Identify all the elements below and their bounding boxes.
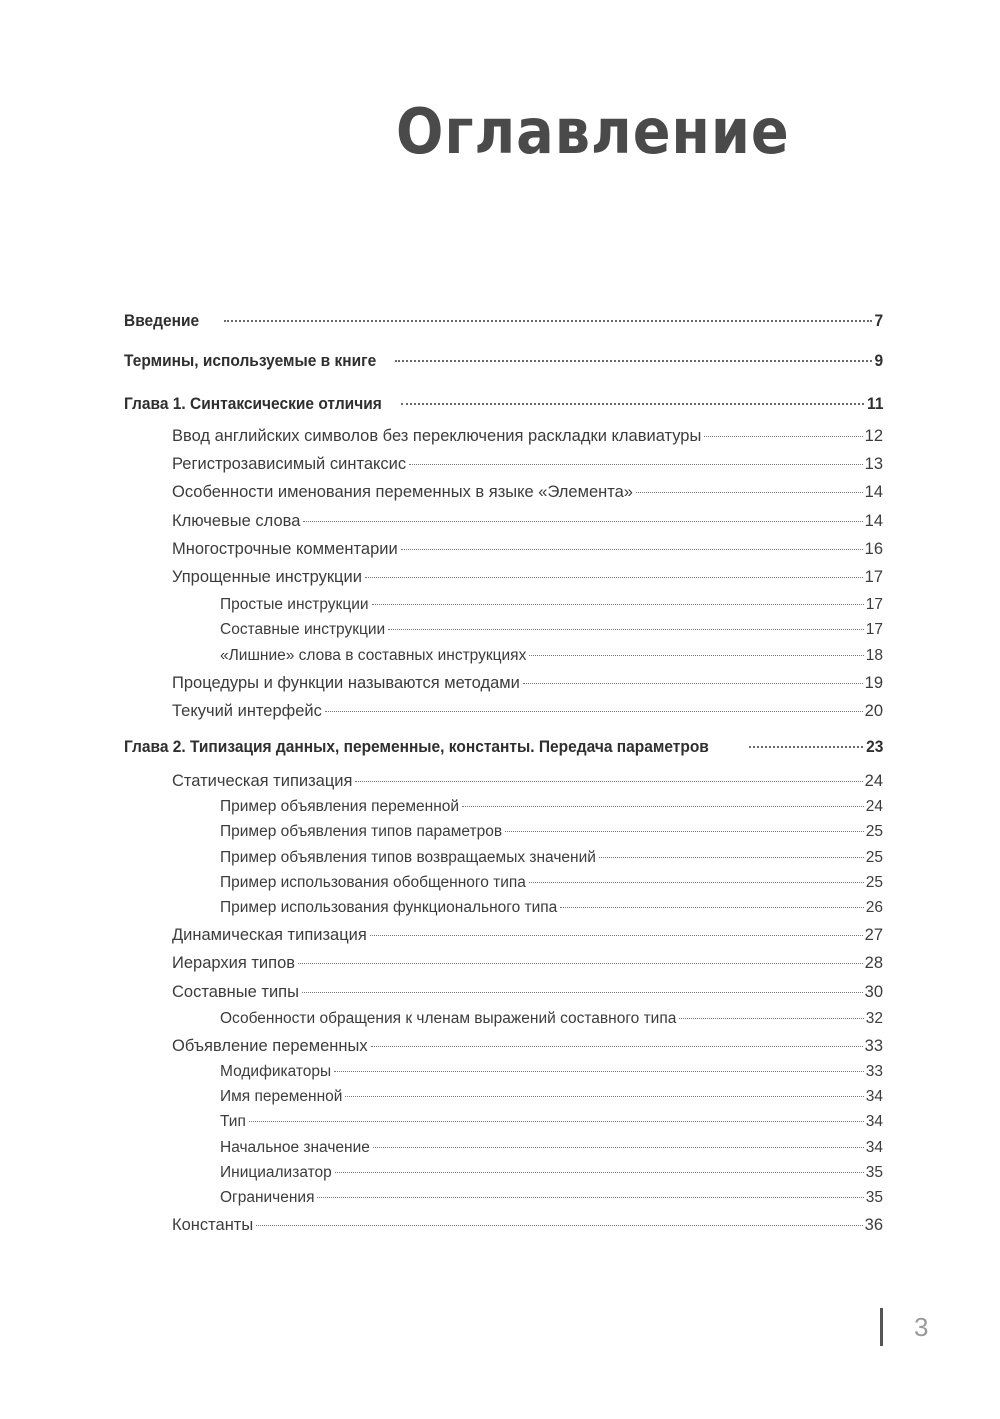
toc-entry[interactable] — [172, 538, 883, 560]
toc-entry-page: 33 — [864, 1037, 883, 1055]
toc-entry-page: 23 — [865, 738, 883, 756]
toc-entry-page: 26 — [865, 899, 883, 916]
toc-entry-page: 25 — [865, 823, 883, 840]
toc-entry-page: 32 — [865, 1010, 883, 1027]
dot-leader — [334, 1071, 864, 1072]
dot-leader — [529, 882, 864, 883]
toc-subentry[interactable] — [220, 872, 883, 894]
toc-entry-page: 9 — [874, 352, 883, 370]
toc-entry-label: Многострочные комментарии — [172, 540, 398, 558]
dot-leader — [388, 629, 864, 630]
dot-leader — [256, 1225, 862, 1226]
toc-entry-label: Термины, используемые в книге — [124, 352, 377, 370]
toc-entry-label: Глава 1. Синтаксические отличия — [124, 395, 382, 413]
page-number-divider — [880, 1308, 883, 1346]
toc-entry-page: 24 — [865, 798, 883, 815]
toc-subentry[interactable] — [220, 796, 883, 818]
toc-entry-page: 25 — [865, 874, 883, 891]
toc-entry-page: 18 — [865, 647, 883, 664]
toc-subentry[interactable] — [220, 594, 883, 616]
toc-entry-label: Модификаторы — [220, 1063, 332, 1080]
dot-leader — [371, 1046, 863, 1047]
dot-leader — [365, 577, 863, 578]
toc-entry-page: 34 — [865, 1113, 883, 1130]
toc-entry-page: 13 — [864, 455, 883, 473]
dot-leader — [317, 1197, 863, 1198]
dot-leader — [401, 403, 863, 405]
dot-leader — [345, 1096, 863, 1097]
toc-subentry[interactable] — [220, 1137, 883, 1159]
dot-leader — [325, 711, 863, 712]
toc-subentry[interactable] — [220, 821, 883, 843]
toc-entry-page: 7 — [874, 312, 883, 330]
toc-entry-page: 17 — [865, 621, 883, 638]
toc-entry-label: Составные типы — [172, 983, 299, 1001]
toc-subentry[interactable] — [220, 1162, 883, 1184]
toc-entry[interactable] — [172, 425, 883, 447]
dot-leader — [636, 492, 863, 493]
toc-entry[interactable] — [172, 981, 883, 1003]
toc-entry-label: Особенности именования переменных в языке «Элемента» — [172, 483, 633, 501]
toc-entry[interactable] — [172, 481, 883, 503]
toc-entry[interactable] — [172, 672, 883, 694]
toc-entry-page: 28 — [864, 954, 883, 972]
toc-entry-label: Ввод английских символов без переключения раскладки клавиатуры — [172, 427, 702, 445]
toc-subentry[interactable] — [220, 645, 883, 667]
toc-entry-label: Начальное значение — [220, 1139, 370, 1156]
toc-subentry[interactable] — [220, 1111, 883, 1133]
toc-entry-label: Упрощенные инструкции — [172, 568, 362, 586]
toc-entry-page: 35 — [865, 1164, 883, 1181]
dot-leader — [298, 963, 863, 964]
toc-subentry[interactable] — [220, 1061, 883, 1083]
toc-entry[interactable] — [172, 510, 883, 532]
dot-leader — [355, 781, 862, 782]
dot-leader — [409, 464, 863, 465]
toc-entry-page: 34 — [865, 1139, 883, 1156]
toc-entry-label: Иерархия типов — [172, 954, 296, 972]
dot-leader — [395, 360, 871, 362]
toc-entry-page: 27 — [864, 926, 883, 944]
toc-entry-page: 16 — [864, 540, 883, 558]
toc-entry-page: 14 — [864, 483, 883, 501]
toc-entry-page: 24 — [864, 772, 883, 790]
toc-entry-label: Статическая типизация — [172, 772, 353, 790]
toc-subentry[interactable] — [220, 847, 883, 869]
page-number-block — [880, 1306, 940, 1346]
toc-entry-label: Ключевые слова — [172, 512, 301, 530]
dot-leader — [372, 604, 864, 605]
toc-entry-label: Объявление переменных — [172, 1037, 368, 1055]
dot-leader — [505, 831, 864, 832]
toc-entry[interactable] — [172, 700, 883, 722]
toc-entry-page: 35 — [865, 1189, 883, 1206]
toc-entry-label: «Лишние» слова в составных инструкциях — [220, 647, 527, 664]
toc-entry-page: 30 — [864, 983, 883, 1001]
toc-entry-page: 12 — [864, 427, 883, 445]
toc-entry-label: Пример объявления типов возвращаемых значений — [220, 849, 596, 866]
toc-subentry[interactable] — [220, 1086, 883, 1108]
toc-entry-page: 34 — [865, 1088, 883, 1105]
toc-entry[interactable] — [172, 952, 883, 974]
toc-entry-label: Ограничения — [220, 1189, 315, 1206]
dot-leader — [560, 907, 863, 908]
dot-leader — [679, 1018, 863, 1019]
toc-subentry[interactable] — [220, 897, 883, 919]
toc-entry-label: Составные инструкции — [220, 621, 386, 638]
dot-leader — [599, 857, 864, 858]
toc-entry[interactable] — [172, 1035, 883, 1057]
toc-entry[interactable] — [172, 453, 883, 475]
dot-leader — [370, 935, 863, 936]
dot-leader — [373, 1147, 864, 1148]
toc-subentry[interactable] — [220, 619, 883, 641]
dot-leader — [401, 549, 863, 550]
toc-entry-label: Константы — [172, 1216, 254, 1234]
toc-entry-page: 14 — [864, 512, 883, 530]
toc-entry[interactable] — [172, 1214, 883, 1236]
toc-entry-page: 11 — [866, 395, 883, 413]
toc-entry-page: 17 — [864, 568, 883, 586]
toc-entry-page: 19 — [864, 674, 883, 692]
toc-entry-page: 17 — [865, 596, 883, 613]
toc-entry-label: Процедуры и функции называются методами — [172, 674, 520, 692]
dot-leader — [335, 1172, 864, 1173]
toc-entry-page: 36 — [864, 1216, 883, 1234]
toc-entry-label: Глава 2. Типизация данных, переменные, константы. Передача параметров — [124, 738, 709, 756]
toc-entry-label: Инициализатор — [220, 1164, 332, 1181]
toc-entry-page: 33 — [865, 1063, 883, 1080]
toc-entry-label: Регистрозависимый синтаксис — [172, 455, 407, 473]
toc-entry-page: 25 — [865, 849, 883, 866]
dot-leader — [529, 655, 863, 656]
toc-entry-label: Простые инструкции — [220, 596, 369, 613]
toc-entry-introduction[interactable] — [124, 310, 883, 332]
toc-entry-label: Особенности обращения к членам выражений составного типа — [220, 1010, 677, 1027]
toc-entry-label: Пример объявления переменной — [220, 798, 460, 815]
toc-entry-label: Имя переменной — [220, 1088, 343, 1105]
dot-leader — [462, 806, 864, 807]
dot-leader — [249, 1121, 864, 1122]
toc-entry[interactable] — [172, 566, 883, 588]
toc-subentry[interactable] — [220, 1008, 883, 1030]
toc-entry-terms[interactable] — [124, 350, 883, 372]
dot-leader — [704, 436, 862, 437]
dot-leader — [523, 683, 863, 684]
toc-entry-label: Динамическая типизация — [172, 926, 367, 944]
dot-leader — [302, 992, 863, 993]
toc-entry[interactable] — [172, 770, 883, 792]
toc-entry-label: Пример объявления типов параметров — [220, 823, 503, 840]
toc-entry-page: 20 — [864, 702, 883, 720]
toc-entry-chapter-1[interactable] — [124, 393, 883, 415]
toc-entry-label: Введение — [124, 312, 200, 330]
toc-entry-label: Тип — [220, 1113, 246, 1130]
toc-entry-label: Текучий интерфейс — [172, 702, 322, 720]
toc-subentry[interactable] — [220, 1187, 883, 1209]
dot-leader — [224, 320, 872, 322]
toc-entry-label: Пример использования обобщенного типа — [220, 874, 526, 891]
page-title: Оглавление — [396, 95, 790, 168]
page-number: 3 — [914, 1312, 929, 1342]
toc-entry-label: Пример использования функционального типа — [220, 899, 558, 916]
toc-entry[interactable] — [172, 924, 883, 946]
dot-leader — [303, 521, 862, 522]
dot-leader — [749, 746, 862, 748]
toc-entry-chapter-2[interactable] — [124, 736, 883, 758]
